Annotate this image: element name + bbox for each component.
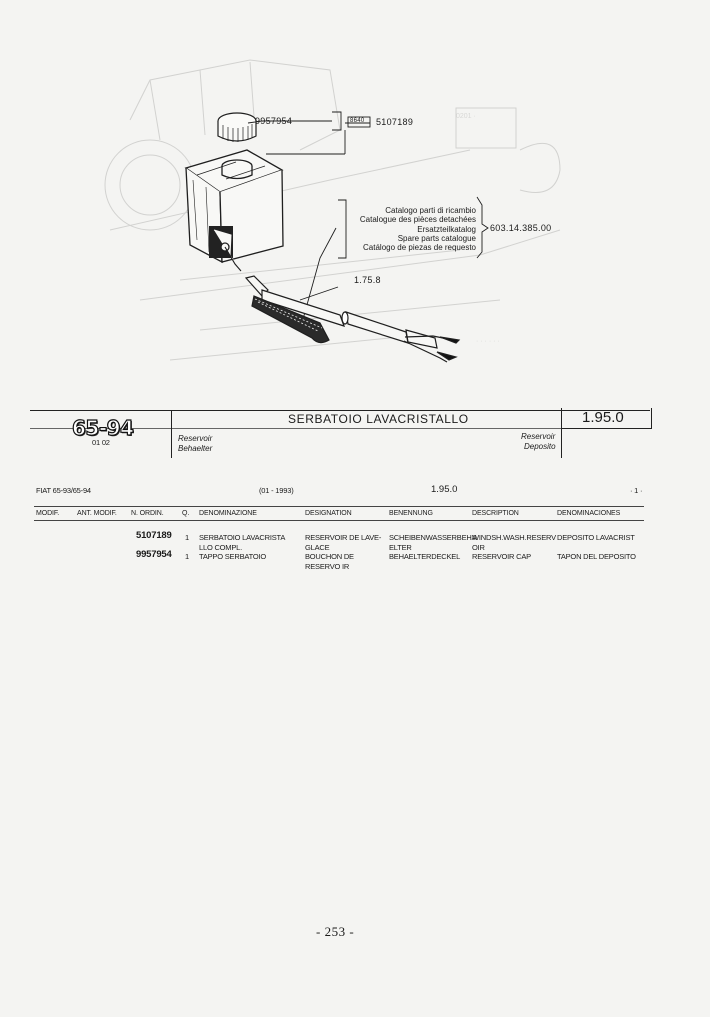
reservoir-cap-drawing bbox=[218, 113, 256, 142]
ghost-text: 0201 · bbox=[456, 113, 476, 120]
catalog-label-en: Spare parts catalogue bbox=[397, 233, 476, 243]
benennung: BEHAELTERDECKEL bbox=[389, 552, 461, 561]
period: (01 - 1993) bbox=[259, 486, 294, 495]
quantity: 1 bbox=[185, 533, 189, 542]
reservoir-tank-drawing bbox=[186, 150, 283, 271]
col-ant-modif: ANT. MODIF. bbox=[77, 510, 117, 517]
catalog-label-fr: Catalogue des pièces detachées bbox=[359, 215, 476, 225]
col-designation: DESIGNATION bbox=[305, 510, 352, 517]
quantity: 1 bbox=[185, 552, 189, 561]
catalog-label-es: Catálogo de piezas de requesto bbox=[363, 243, 476, 253]
cap-part-number: 9957954 bbox=[255, 116, 293, 126]
lang-right-en: Reservoir bbox=[521, 432, 556, 441]
col-order-number: N. ORDIN. bbox=[131, 510, 164, 517]
catalog-label-it: Catalogo parti di ricambio bbox=[385, 206, 476, 215]
lang-left-de: Behaelter bbox=[178, 444, 213, 453]
description: RESERVOIR CAP bbox=[472, 552, 531, 561]
col-denominaciones: DENOMINACIONES bbox=[557, 510, 621, 517]
denominazione: SERBATOIO LAVACRISTA LLO COMPL. bbox=[199, 533, 285, 552]
ghost-text: · · · · · · bbox=[476, 338, 500, 345]
denominacion: TAPON DEL DEPOSITO bbox=[557, 552, 636, 561]
sheet-marker: · 1 · bbox=[630, 486, 643, 495]
group-divider bbox=[561, 428, 562, 458]
table-rule-bottom bbox=[34, 520, 644, 521]
designation: BOUCHON DE RESERVO IR bbox=[305, 552, 354, 571]
group-number: 1.95.0 bbox=[582, 409, 624, 426]
tank-part-number: 5107189 bbox=[376, 117, 414, 127]
ref-code-label: 8640 bbox=[350, 118, 365, 124]
lang-left-fr: Reservoir bbox=[178, 434, 213, 443]
denominacion: DEPOSITO LAVACRIST bbox=[557, 533, 635, 542]
catalog-label-stack bbox=[341, 206, 476, 252]
catalog-bracket-right bbox=[477, 197, 488, 258]
lang-right-es: Deposito bbox=[524, 442, 556, 451]
description: WINDSH.WASH.RESERV OIR bbox=[472, 533, 556, 552]
col-benennung: BENENNUNG bbox=[389, 510, 433, 517]
header-divider bbox=[171, 410, 172, 458]
catalog-label-de: Ersatzteilkatalog bbox=[417, 224, 476, 234]
col-description: DESCRIPTION bbox=[472, 510, 519, 517]
col-qty: Q. bbox=[182, 510, 190, 517]
table-rule-top bbox=[34, 506, 644, 507]
benennung: SCHEIBENWASSERBEHA ELTER bbox=[389, 533, 476, 552]
order-number: 5107189 bbox=[136, 530, 172, 541]
page-title: SERBATOIO LAVACRISTALLO bbox=[288, 412, 469, 426]
exploded-view-drawing bbox=[0, 0, 710, 400]
denominazione: TAPPO SERBATOIO bbox=[199, 552, 267, 561]
sub-reference: 1.75.8 bbox=[354, 275, 381, 285]
col-denominazione: DENOMINAZIONE bbox=[199, 510, 257, 517]
col-modif: MODIF. bbox=[36, 510, 60, 517]
catalog-number: 603.14.385.00 bbox=[490, 223, 552, 233]
page-number: - 253 - bbox=[316, 924, 355, 939]
model-badge: 65-94 bbox=[72, 416, 134, 440]
info-group-number: 1.95.0 bbox=[431, 484, 458, 495]
date-code: 01 02 bbox=[92, 438, 110, 447]
order-number: 9957954 bbox=[136, 549, 172, 560]
applicable-models: FIAT 65-93/65-94 bbox=[36, 486, 91, 495]
header-rule-top bbox=[30, 410, 650, 411]
designation: RESERVOIR DE LAVE- GLACE bbox=[305, 533, 382, 552]
